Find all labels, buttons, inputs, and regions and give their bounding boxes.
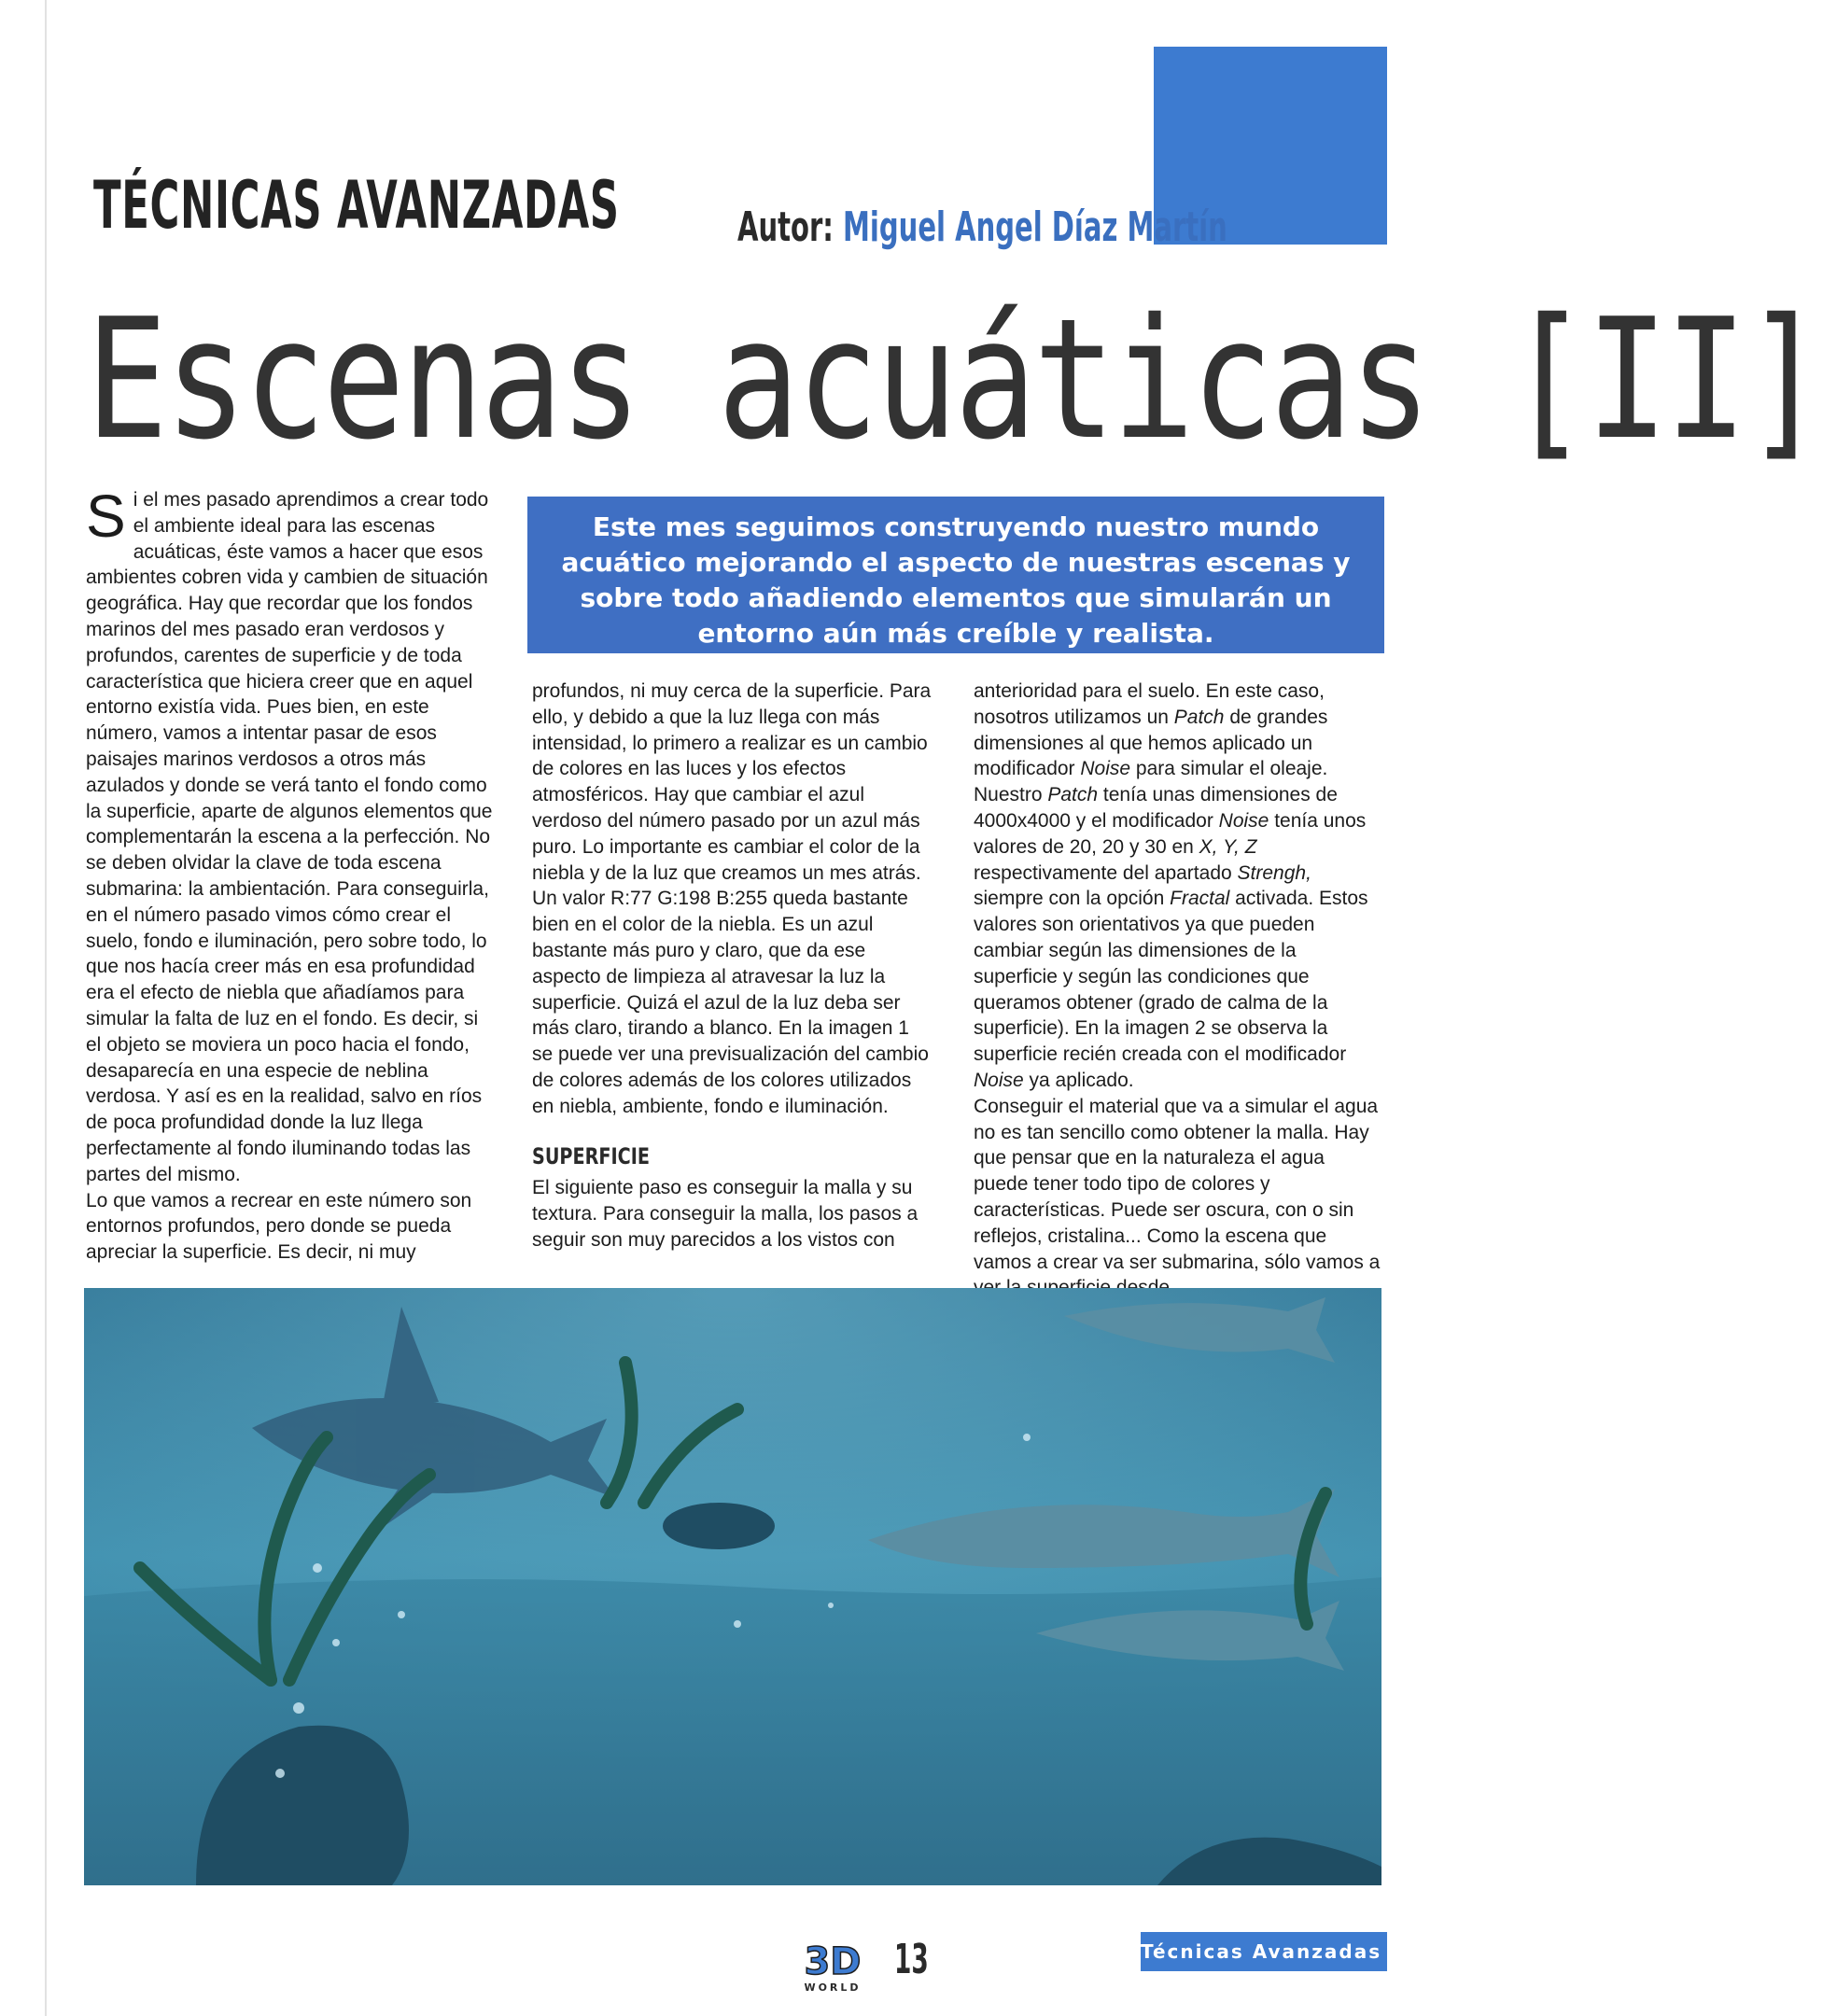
paragraph: profundos, ni muy cerca de la superficie. Para ello, y debido a que la luz llega con más intensidad, lo primero a realizar es un cambio de colores en las luces y los efectos atmosféricos. Hay que cambiar el azul verdoso del número pasado por un azul más puro. Lo importante es cambiar el color de la niebla y de la luz que creamos un mes atrás. Un valor R:77 G:198 B:255 queda bastante bien en el color de la niebla. Es un azul bastante más puro y claro, que da ese aspecto de limpieza al atravesar la luz la superficie. Quizá el azul de la luz deba ser más claro, tirando a blanco. En la imagen 1 se puede ver una previsualización del cambio de colores además de los colores utilizados en niebla, ambiente, fondo e iluminación. [532, 680, 932, 1117]
italic-term: Noise [974, 1069, 1024, 1091]
text-run: para simular el oleaje. Nuestro [974, 758, 1328, 806]
italic-term: Noise [1218, 809, 1269, 832]
text-run: activada. Estos valores son orientativos ya que pueden cambiar según las dimensiones de la superficie y según las condiciones que queramos obtener (grado de calma de la superficie). En la imagen 2 se observa la superficie recién creada con el modificador [974, 888, 1368, 1066]
text-run: anterioridad para el suelo. En este caso, nosotros utilizamos un [974, 680, 1325, 728]
italic-term: Patch [1173, 706, 1225, 728]
page-edge [45, 0, 47, 2016]
text-run: siempre con la opción [974, 888, 1171, 910]
underwater-scene-illustration [84, 1288, 1381, 1885]
author-byline [737, 203, 1227, 251]
underwater-scene-image [84, 1288, 1381, 1885]
subheading-superficie: SUPERFICIE [532, 1142, 650, 1169]
text-run: tenía unas dimensiones de 4000x4000 y el modificador [974, 784, 1338, 832]
text-run: respectivamente del apartado [974, 861, 1238, 884]
italic-term: Noise [1080, 758, 1131, 780]
text-column-3 [974, 679, 1384, 1301]
italic-term: X, Y, Z [1199, 835, 1257, 858]
italic-term: Strengh, [1237, 861, 1311, 884]
logo-subtext: WORLD [804, 1981, 862, 1994]
footer-section-label: Técnicas Avanzadas [1141, 1932, 1387, 1971]
text-run: de grandes dimensiones al que hemos aplicado un modificador [974, 706, 1328, 780]
paragraph: Lo que vamos a recrear en este número son entornos profundos, pero donde se pueda apreciar la superficie. Es decir, ni muy [86, 1189, 472, 1264]
magazine-logo [786, 1937, 879, 1996]
section-title: TÉCNICAS AVANZADAS [93, 167, 620, 244]
page-number: 13 [894, 1936, 929, 1983]
paragraph: i el mes pasado aprendimos a crear todo el ambiente ideal para las escenas acuáticas, éste vamos a hacer que esos ambientes cobren vida y cambien de situación geográfica. Hay que recordar que los fondos marinos del mes pasado eran verdosos y profundos, carentes de superficie y de toda característica que hiciera creer que en aquel entorno existía vida. Pues bien, en este número, vamos a intentar pasar de esos paisajes marinos verdosos a otros más azulados y donde se verá tanto el fondo como la superficie, aparte de algunos elementos que complementarán la escena a la perfección. No se deben olvidar la clave de toda escena submarina: la ambientación. Para conseguirla, en el número pasado vimos cómo crear el suelo, fondo e iluminación, pero sobre todo, lo que nos hacía creer más en esa profundidad era el efecto de niebla que añadíamos para simular la falta de luz en el fondo. Es decir, si el objeto se moviera un poco hacia el fondo, desaparecía en una especie de neblina verdosa. Y así es en la realidad, salvo en ríos de poca profundidad donde la luz llega perfectamente al fondo iluminando todas las partes del mismo. [86, 489, 493, 1185]
italic-term: Patch [1047, 784, 1099, 806]
paragraph [974, 679, 1384, 1094]
logo-text: 3D [804, 1940, 862, 1983]
article-title: Escenas acuáticas [II] [86, 283, 1823, 476]
text-column-1 [86, 483, 495, 1266]
text-run: tenía unos valores de 20, 20 y 30 en [974, 809, 1367, 858]
italic-term: Fractal [1170, 888, 1230, 910]
text-column-2 [532, 679, 933, 1253]
text-run: ya aplicado. [1023, 1069, 1134, 1091]
paragraph: El siguiente paso es conseguir la malla y su textura. Para conseguir la malla, los pasos a seguir son muy parecidos a los vistos con [532, 1177, 919, 1251]
standfirst-box: Este mes seguimos construyendo nuestro mundo acuático mejorando el aspecto de nuestras escenas y sobre todo añadiendo elementos que simularán un entorno aún más creíble y realista. [527, 497, 1384, 653]
paragraph: Conseguir el material que va a simular el agua no es tan sencillo como obtener la malla. Hay que pensar que en la naturaleza el agua puede tener todo tipo de colores y características. Puede ser oscura, con o sin reflejos, cristalina... Como la escena que vamos a crear va ser submarina, sólo vamos a [974, 1095, 1381, 1273]
drop-cap: S [86, 483, 126, 550]
author-label: Autor: [737, 203, 834, 251]
author-name: Miguel Angel Díaz Martín [843, 203, 1227, 251]
